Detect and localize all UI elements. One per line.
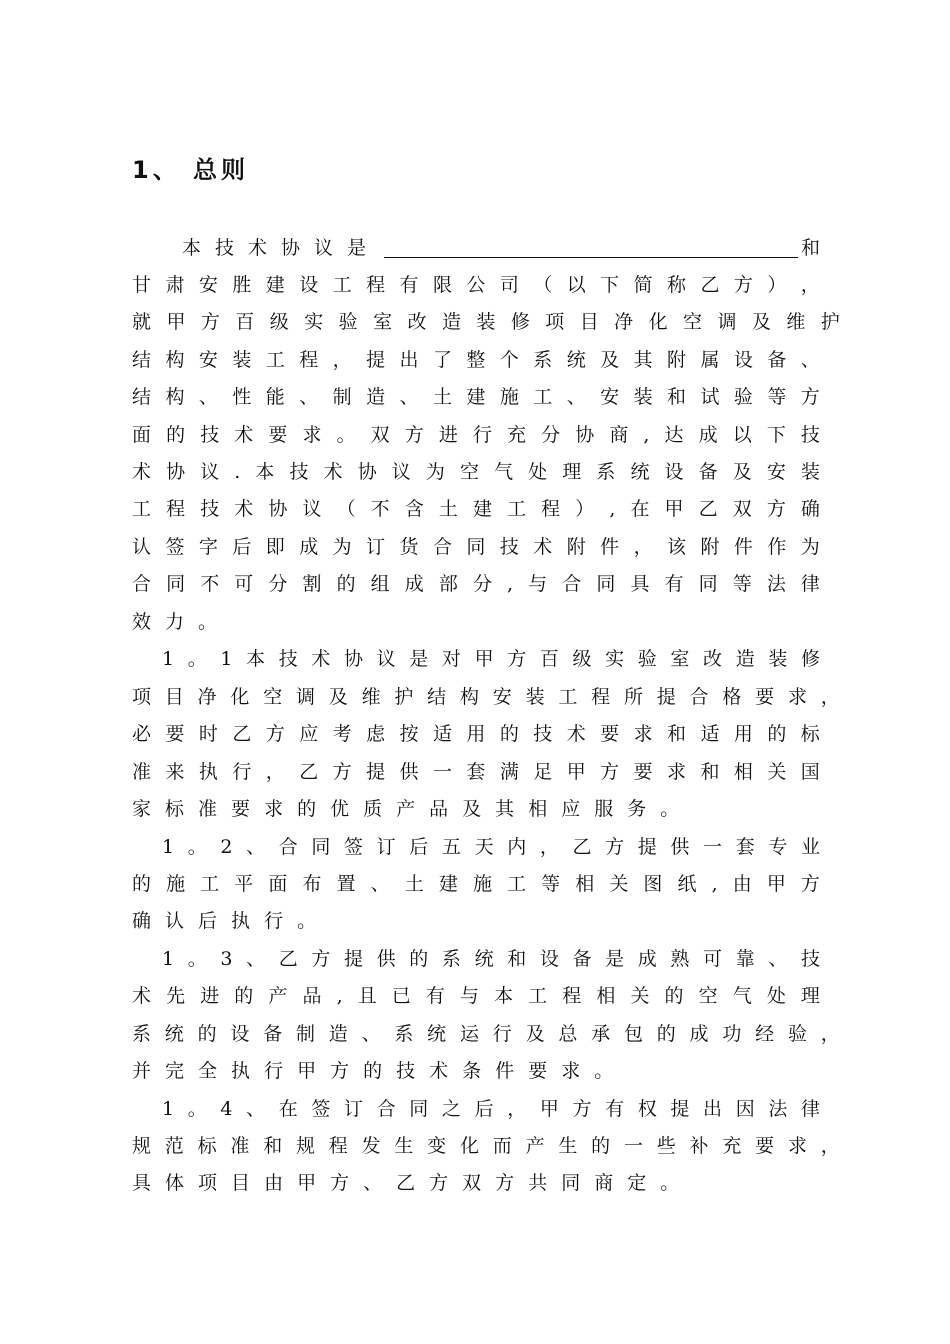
paragraph-first-line <box>182 233 820 263</box>
paragraph-line: 合 同 不 可 分 割 的 组 成 部 分 , 与 合 同 具 有 同 等 法 律 <box>132 573 820 595</box>
paragraph-line: 的 施 工 平 面 布 置 、 土 建 施 工 等 相 关 图 纸 , 由 甲 方 <box>132 873 820 895</box>
paragraph-line: 工 程 技 术 协 议 （ 不 含 土 建 工 程 ） , 在 甲 乙 双 方 确 <box>132 498 820 520</box>
paragraph-line: 效 力 。 <box>132 611 218 633</box>
paragraph-line: 认 签 字 后 即 成 为 订 货 合 同 技 术 附 件 ， 该 附 件 作 为 <box>132 536 820 558</box>
paragraph-line: 面 的 技 术 要 求 。 双 方 进 行 充 分 协 商 , 达 成 以 下 技 <box>132 424 820 446</box>
party-name-blank <box>384 239 798 258</box>
paragraph-line: 1 。 4 、 在 签 订 合 同 之 后 ， 甲 方 有 权 提 出 因 法 律 <box>162 1098 820 1120</box>
first-line-tail: 和 <box>800 237 820 259</box>
paragraph-line: 结 构 、 性 能 、 制 造 、 土 建 施 工 、 安 装 和 试 验 等 方 <box>132 386 820 408</box>
paragraph-line: 术 协 议 . 本 技 术 协 议 为 空 气 处 理 系 统 设 备 及 安 装 <box>132 461 820 483</box>
paragraph-line: 系 统 的 设 备 制 造 、 系 统 运 行 及 总 承 包 的 成 功 经 验 ， <box>132 1023 840 1045</box>
first-line-lead: 本技术协议是 <box>182 237 381 259</box>
paragraph-line: 具 体 项 目 由 甲 方 、 乙 方 双 方 共 同 商 定 。 <box>132 1172 680 1194</box>
paragraph-line: 准 来 执 行 ， 乙 方 提 供 一 套 满 足 甲 方 要 求 和 相 关 国 <box>132 761 820 783</box>
paragraph-line: 甘 肃 安 胜 建 设 工 程 有 限 公 司 （ 以 下 简 称 乙 方 ） ， <box>132 274 820 296</box>
paragraph-line: 规 范 标 准 和 规 程 发 生 变 化 而 产 生 的 一 些 补 充 要 求 ， <box>132 1135 840 1157</box>
paragraph-line: 1 。 1 本 技 术 协 议 是 对 甲 方 百 级 实 验 室 改 造 装 修 <box>162 648 820 670</box>
paragraph-line: 项 目 净 化 空 调 及 维 护 结 构 安 装 工 程 所 提 合 格 要 求 ， <box>132 686 840 708</box>
paragraph-line: 就 甲 方 百 级 实 验 室 改 造 装 修 项 目 净 化 空 调 及 维 护 <box>132 311 840 333</box>
paragraph-line: 结 构 安 装 工 程 ， 提 出 了 整 个 系 统 及 其 附 属 设 备 、 <box>132 349 820 371</box>
paragraph-line: 1 。 3 、 乙 方 提 供 的 系 统 和 设 备 是 成 熟 可 靠 、 技 <box>162 948 820 970</box>
paragraph-line: 确 认 后 执 行 。 <box>132 910 317 932</box>
paragraph-line: 1 。 2 、 合 同 签 订 后 五 天 内 ， 乙 方 提 供 一 套 专 业 <box>162 836 820 858</box>
paragraph-line: 术 先 进 的 产 品 , 且 已 有 与 本 工 程 相 关 的 空 气 处 理 <box>132 985 820 1007</box>
paragraph-line: 必 要 时 乙 方 应 考 虑 按 适 用 的 技 术 要 求 和 适 用 的 标 <box>132 723 820 745</box>
paragraph-line: 并 完 全 执 行 甲 方 的 技 术 条 件 要 求 。 <box>132 1060 614 1082</box>
section-heading: 1、 总则 <box>132 156 250 184</box>
paragraph-line: 家 标 准 要 求 的 优 质 产 品 及 其 相 应 服 务 。 <box>132 798 680 820</box>
